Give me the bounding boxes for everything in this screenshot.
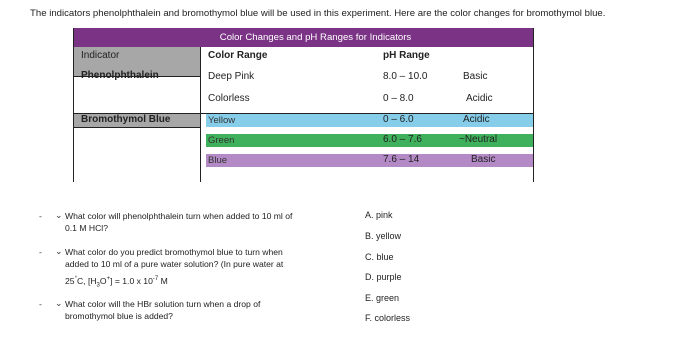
yellow-color-bar	[206, 114, 383, 127]
dropdown-dash: -	[39, 299, 42, 309]
header-ph-range: pH Range	[383, 50, 430, 61]
table-divider	[200, 47, 201, 182]
chevron-down-icon[interactable]: ⌄	[55, 210, 63, 220]
intro-text: The indicators phenolphthalein and bromothymol blue will be used in this experiment. Here are the color changes for bromothymol blue.	[30, 8, 606, 19]
color-colorless: Colorless	[208, 93, 250, 104]
table-title-text: Color Changes and pH Ranges for Indicators	[219, 32, 412, 43]
acidity-cell: Basic	[463, 71, 488, 82]
chevron-down-icon[interactable]: ⌄	[55, 246, 63, 256]
dropdown-dash: -	[39, 247, 42, 257]
question-3-line2: bromothymol blue is added?	[65, 311, 173, 321]
header-color-range: Color Range	[208, 50, 268, 61]
indicator-phenolphthalein: Phenolphthalein	[81, 70, 159, 81]
q2-text: C, [H	[76, 275, 97, 286]
q2-sub: 3	[96, 282, 100, 289]
ph-range-cell: 8.0 – 10.0	[383, 71, 428, 82]
question-3	[39, 298, 261, 322]
table-border-left	[73, 28, 74, 182]
q2-sup: +	[106, 276, 111, 282]
header-indicator: Indicator	[81, 50, 120, 61]
green-color-bar	[206, 134, 383, 147]
option-c: C. blue	[365, 252, 394, 262]
dropdown-dash: -	[39, 211, 42, 221]
q2-text: ] = 1.0 x 10	[110, 275, 153, 286]
blue-color-bar	[206, 154, 383, 167]
option-e: E. green	[365, 293, 400, 303]
acidity-cell: Basic	[471, 154, 496, 165]
question-2-line3: 25°C, $[H_3O^+] = 1.0$ x $10^{-7}$ M	[65, 275, 168, 289]
q2-unit: M	[158, 275, 168, 286]
color-deep-pink: Deep Pink	[208, 71, 255, 82]
question-2	[39, 246, 284, 292]
acidity-cell: ~Neutral	[459, 134, 498, 145]
option-f: F. colorless	[365, 313, 411, 323]
ph-range-cell: 0 – 6.0	[383, 114, 414, 125]
color-yellow: Yellow	[208, 115, 236, 126]
question-1-line1: What color will phenolphthalein turn when added to 10 ml of	[65, 211, 293, 221]
option-d: D. purple	[365, 272, 402, 282]
table-title	[73, 28, 534, 47]
question-1	[39, 210, 293, 234]
color-green: Green	[208, 135, 235, 146]
acidity-cell: Acidic	[466, 93, 493, 104]
ph-range-cell: 6.0 – 7.6	[383, 134, 422, 145]
ph-range-cell: 7.6 – 14	[383, 154, 420, 165]
q2-text: O	[99, 275, 107, 286]
question-1-line2: 0.1 M HCl?	[65, 223, 108, 233]
question-2-line2: added to 10 ml of a pure water solution? (In pure water at	[65, 259, 284, 269]
question-3-line1: What color will the HBr solution turn when a drop of	[65, 299, 261, 309]
row-divider	[73, 127, 200, 128]
acidity-cell: Acidic	[463, 114, 490, 125]
indicator-table	[73, 28, 534, 182]
question-2-line1: What color do you predict bromothymol blue to turn when	[65, 247, 283, 257]
q2-exponent: -7	[152, 276, 159, 282]
table-border-right	[533, 28, 534, 182]
color-blue: Blue	[208, 155, 228, 166]
ph-range-cell: 0 – 8.0	[383, 93, 414, 104]
indicator-bromothymol-blue: Bromothymol Blue	[81, 114, 171, 125]
temperature-value: 25	[65, 275, 75, 286]
option-a: A. pink	[365, 210, 393, 220]
chevron-down-icon[interactable]: ⌄	[55, 298, 63, 308]
option-b: B. yellow	[365, 231, 402, 241]
